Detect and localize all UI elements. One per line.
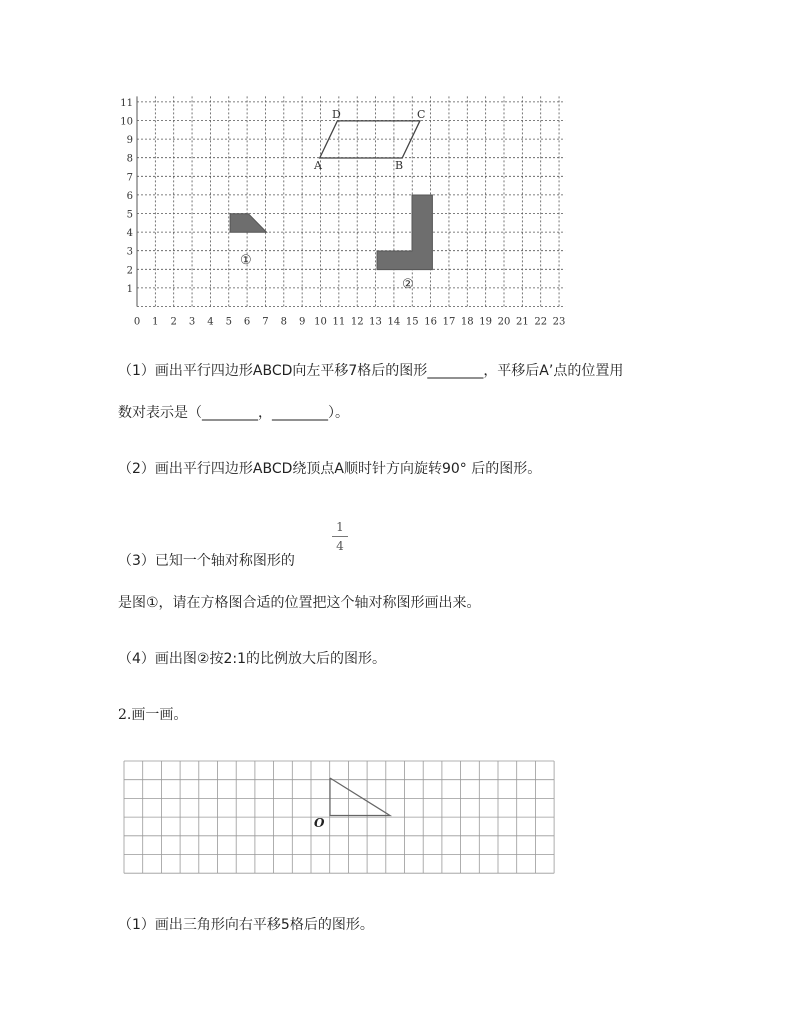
shape-1-label: ① xyxy=(240,253,252,268)
x-tick-label: 12 xyxy=(350,316,364,328)
answer-blank-1[interactable]: ________ xyxy=(427,363,484,379)
answer-blank-2[interactable]: ________ xyxy=(202,405,258,421)
x-tick-label: 22 xyxy=(534,316,548,328)
coordinate-grid-figure xyxy=(115,92,575,332)
x-tick-label: 11 xyxy=(332,316,346,328)
x-axis-tick-labels xyxy=(134,317,566,328)
q1-part1-text-c: 数对表示是（ xyxy=(118,405,202,421)
q1-part1-text-a: （1）画出平行四边形ABCD向左平移7格后的图形 xyxy=(118,363,428,379)
shape-1-trapezoid xyxy=(230,214,267,233)
y-axis-tick-labels xyxy=(120,98,133,295)
x-tick-label: 3 xyxy=(188,316,196,328)
q1-part1-text-d: ）。 xyxy=(328,405,349,421)
q2-part1: （1）画出三角形向右平移5格后的图形。 xyxy=(118,917,374,933)
x-tick-label: 21 xyxy=(515,316,529,328)
fraction-denominator: 4 xyxy=(336,539,344,553)
grid-lines xyxy=(137,96,565,306)
point-label-b: B xyxy=(395,159,404,172)
q1-part1-comma: ， xyxy=(258,405,272,421)
y-tick-label: 7 xyxy=(126,172,133,184)
x-tick-label: 23 xyxy=(552,316,566,328)
q1-part2: （2）画出平行四边形ABCD绕顶点A顺时针方向旋转90° 后的图形。 xyxy=(118,461,542,477)
y-tick-label: 11 xyxy=(120,97,133,109)
q1-part4: （4）画出图②按2:1的比例放大后的图形。 xyxy=(118,651,386,667)
right-triangle xyxy=(330,778,390,816)
q1-part1-text-b: ，平移后A’点的位置用 xyxy=(483,363,624,379)
fraction-bar xyxy=(332,536,348,537)
x-tick-label: 17 xyxy=(442,316,456,328)
shape-2-label: ② xyxy=(402,277,414,292)
x-tick-label: 2 xyxy=(170,316,177,328)
x-tick-label: 7 xyxy=(262,316,269,328)
y-tick-label: 5 xyxy=(126,209,133,221)
q1-part1-line1 xyxy=(118,360,623,380)
y-tick-label: 8 xyxy=(126,153,133,165)
q1-part3-line1: （3）已知一个轴对称图形的 xyxy=(118,553,295,569)
point-label-a: A xyxy=(314,159,322,172)
x-tick-label: 20 xyxy=(497,316,511,328)
x-tick-label: 10 xyxy=(314,316,327,328)
x-tick-label: 0 xyxy=(133,316,141,328)
x-tick-label: 1 xyxy=(152,316,159,328)
x-tick-label: 15 xyxy=(405,316,419,328)
answer-blank-3[interactable]: ________ xyxy=(272,405,328,421)
x-tick-label: 5 xyxy=(225,316,232,328)
x-tick-label: 4 xyxy=(207,316,214,328)
q2-title: 2.画一画。 xyxy=(118,707,188,723)
y-tick-label: 6 xyxy=(126,190,133,202)
fraction-numerator: 1 xyxy=(336,520,344,534)
y-tick-label: 3 xyxy=(126,246,133,258)
point-label-d: D xyxy=(332,108,341,121)
x-tick-label: 16 xyxy=(424,316,437,328)
x-tick-label: 13 xyxy=(369,316,382,328)
x-tick-label: 14 xyxy=(387,316,401,328)
x-tick-label: 8 xyxy=(280,316,287,328)
grid-lines xyxy=(124,761,554,873)
translation-grid-figure xyxy=(120,758,560,876)
x-tick-label: 19 xyxy=(479,316,493,328)
q1-part1-line2 xyxy=(118,402,349,422)
fraction-one-quarter xyxy=(332,520,348,553)
x-tick-label: 18 xyxy=(460,316,474,328)
origin-label: O xyxy=(314,816,325,830)
y-tick-label: 10 xyxy=(120,116,133,128)
y-tick-label: 1 xyxy=(126,283,133,295)
point-label-c: C xyxy=(417,108,426,121)
y-tick-label: 9 xyxy=(126,135,133,147)
y-tick-label: 4 xyxy=(126,228,133,240)
y-tick-label: 2 xyxy=(126,265,133,277)
q1-part3-line2: 是图①，请在方格图合适的位置把这个轴对称图形画出来。 xyxy=(118,595,481,611)
x-tick-label: 6 xyxy=(243,316,251,328)
x-tick-label: 9 xyxy=(298,316,306,328)
